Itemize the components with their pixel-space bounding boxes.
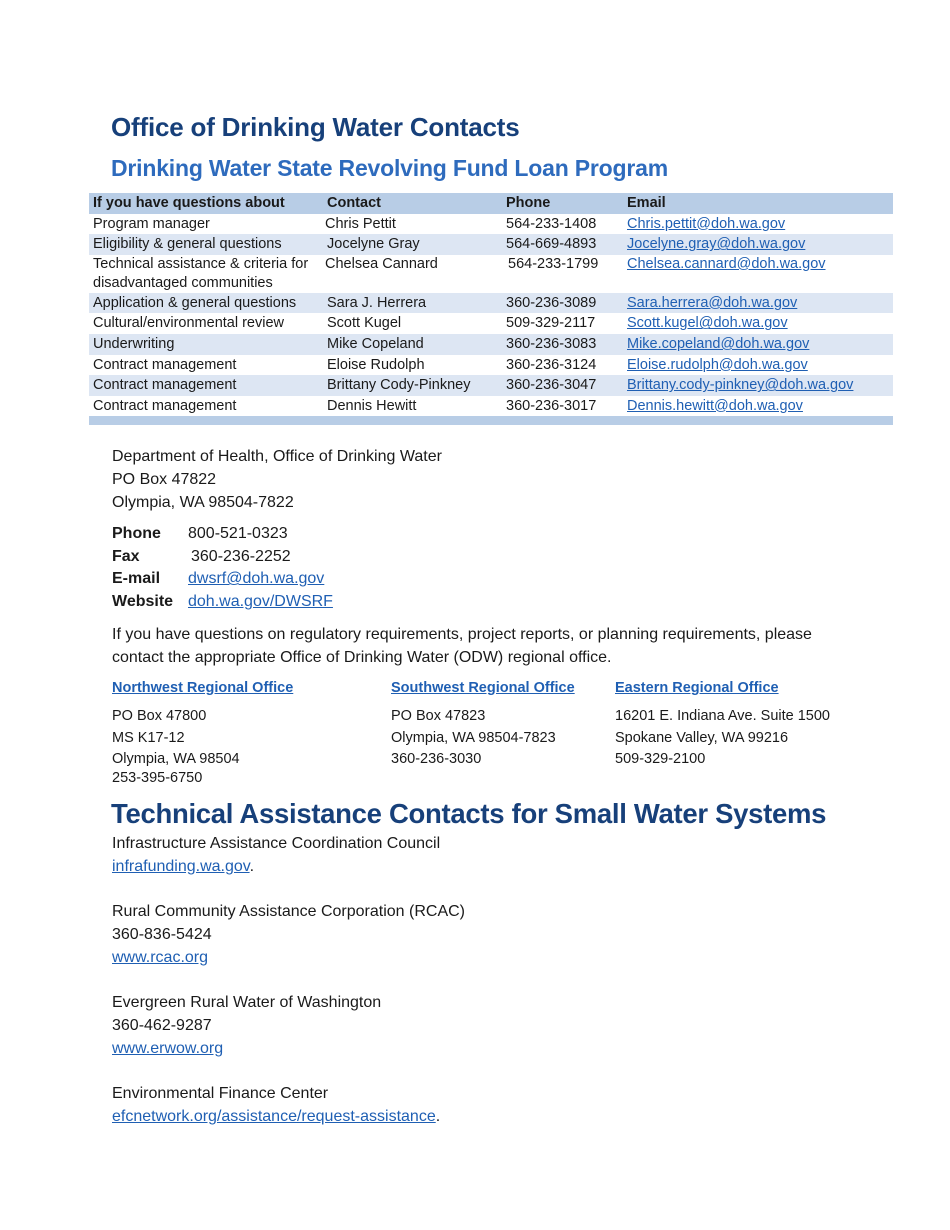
phone-value: 800-521-0323 <box>188 525 288 542</box>
office-name-link[interactable]: Southwest Regional Office <box>391 680 575 696</box>
ta-suffix: . <box>435 1108 441 1125</box>
row-contact: Eloise Rudolph <box>327 356 425 373</box>
row-phone: 360-236-3017 <box>506 397 597 414</box>
row-email-link[interactable]: Mike.copeland@doh.wa.gov <box>627 335 810 352</box>
row-email-link[interactable]: Eloise.rudolph@doh.wa.gov <box>627 356 808 373</box>
row-topic: Cultural/environmental review <box>93 315 284 332</box>
row-email-link[interactable]: Dennis.hewitt@doh.wa.gov <box>627 397 803 414</box>
row-email-link[interactable]: Sara.herrera@doh.wa.gov <box>627 294 798 311</box>
row-email-link[interactable]: Jocelyne.gray@doh.wa.gov <box>627 236 806 253</box>
row-phone: 360-236-3047 <box>506 377 597 394</box>
ta-link[interactable]: efcnetwork.org/assistance/request-assistance <box>112 1108 436 1125</box>
row-phone: 360-236-3124 <box>506 356 597 373</box>
address-line: Olympia, WA 98504-7822 <box>112 494 294 511</box>
row-phone: 564-233-1408 <box>506 215 597 232</box>
office-line: 253-395-6750 <box>112 770 203 787</box>
row-topic: Technical assistance & criteria for disadvantaged communities <box>93 255 309 291</box>
row-contact: Chris Pettit <box>325 215 396 232</box>
ta-link[interactable]: www.rcac.org <box>112 949 209 966</box>
website-link[interactable]: doh.wa.gov/DWSRF <box>188 592 333 610</box>
office-line: MS K17-12 <box>112 729 185 746</box>
row-phone: 360-236-3083 <box>506 335 597 352</box>
page-title: Office of Drinking Water Contacts <box>111 112 520 142</box>
eastern-office <box>615 678 830 770</box>
header-phone: Phone <box>506 195 551 211</box>
row-topic: Application & general questions <box>93 294 297 311</box>
row-contact: Brittany Cody-Pinkney <box>327 377 471 394</box>
row-topic: Program manager <box>93 215 210 232</box>
row-phone: 564-233-1799 <box>508 255 599 272</box>
ta-name: Environmental Finance Center <box>112 1085 329 1102</box>
email-link[interactable]: dwsrf@doh.wa.gov <box>188 570 325 588</box>
ta-name: Rural Community Assistance Corporation (RCAC) <box>112 903 465 920</box>
row-phone: 564-669-4893 <box>506 236 597 253</box>
table-row <box>89 375 893 396</box>
regional-office-note: If you have questions on regulatory requirements, project reports, or planning requirements, please contact the appropriate Office of Drinking Water (ODW) regional office. <box>112 626 812 666</box>
office-name-link[interactable]: Eastern Regional Office <box>615 680 779 696</box>
ta-contact <box>112 991 465 1060</box>
row-topic: Contract management <box>93 397 237 414</box>
table-row <box>89 396 893 417</box>
ta-link[interactable]: infrafunding.wa.gov <box>112 858 250 875</box>
website-label: Website <box>112 592 174 610</box>
ta-name: Infrastructure Assistance Coordination Council <box>112 835 441 852</box>
header-email: Email <box>627 195 666 211</box>
table-row <box>89 355 893 376</box>
address-line: Department of Health, Office of Drinking Water <box>112 448 442 465</box>
fax-value: 360-236-2252 <box>191 547 291 565</box>
office-line: Olympia, WA 98504-7823 <box>391 729 556 746</box>
office-line: PO Box 47823 <box>391 708 486 725</box>
ta-phone: 360-462-9287 <box>112 1017 212 1034</box>
office-line: Spokane Valley, WA 99216 <box>615 729 789 746</box>
row-email-link[interactable]: Chelsea.cannard@doh.wa.gov <box>627 255 826 272</box>
ta-contact <box>112 1082 465 1128</box>
fax-label: Fax <box>112 547 140 565</box>
northwest-office <box>112 678 293 789</box>
email-label: E-mail <box>112 570 161 588</box>
mailing-address <box>112 445 442 514</box>
address-line: PO Box 47822 <box>112 471 217 488</box>
phone-label: Phone <box>112 525 161 542</box>
ta-name: Evergreen Rural Water of Washington <box>112 994 382 1011</box>
row-contact: Sara J. Herrera <box>327 294 427 311</box>
row-email-link[interactable]: Brittany.cody-pinkney@doh.wa.gov <box>627 377 854 394</box>
row-topic: Contract management <box>93 377 237 394</box>
page-subtitle: Drinking Water State Revolving Fund Loan Program <box>111 155 668 181</box>
ta-suffix: . <box>249 858 255 875</box>
row-topic: Underwriting <box>93 335 175 352</box>
technical-assistance-list <box>112 832 465 1150</box>
contact-info <box>112 523 333 613</box>
office-line: PO Box 47800 <box>112 708 207 725</box>
contacts-table <box>89 193 893 425</box>
row-contact: Mike Copeland <box>327 335 424 352</box>
office-line: 16201 E. Indiana Ave. Suite 1500 <box>615 708 830 725</box>
row-email-link[interactable]: Scott.kugel@doh.wa.gov <box>627 315 788 332</box>
ta-phone: 360-836-5424 <box>112 926 212 943</box>
ta-contact <box>112 900 465 969</box>
office-line: 360-236-3030 <box>391 750 482 767</box>
row-contact: Chelsea Cannard <box>325 255 438 272</box>
ta-link[interactable]: www.erwow.org <box>112 1040 224 1057</box>
office-line: Olympia, WA 98504 <box>112 750 240 767</box>
office-line: 509-329-2100 <box>615 750 706 767</box>
table-row <box>89 255 893 293</box>
row-phone: 509-329-2117 <box>506 315 596 332</box>
southwest-office <box>391 678 575 770</box>
header-topic: If you have questions about <box>93 195 285 211</box>
table-row <box>89 214 893 235</box>
table-row <box>89 313 893 334</box>
table-header-row <box>89 193 893 214</box>
row-topic: Contract management <box>93 356 237 373</box>
row-contact: Jocelyne Gray <box>327 236 420 253</box>
table-bottom-border <box>89 416 893 425</box>
header-contact: Contact <box>327 195 381 211</box>
table-row <box>89 234 893 255</box>
table-row <box>89 293 893 314</box>
row-contact: Scott Kugel <box>327 315 402 332</box>
office-name-link[interactable]: Northwest Regional Office <box>112 680 294 696</box>
row-email-link[interactable]: Chris.pettit@doh.wa.gov <box>627 215 786 232</box>
row-topic: Eligibility & general questions <box>93 236 282 253</box>
row-phone: 360-236-3089 <box>506 294 597 311</box>
technical-assistance-heading: Technical Assistance Contacts for Small Water Systems <box>111 798 827 829</box>
table-row <box>89 334 893 355</box>
row-contact: Dennis Hewitt <box>327 397 417 414</box>
ta-contact <box>112 832 465 878</box>
